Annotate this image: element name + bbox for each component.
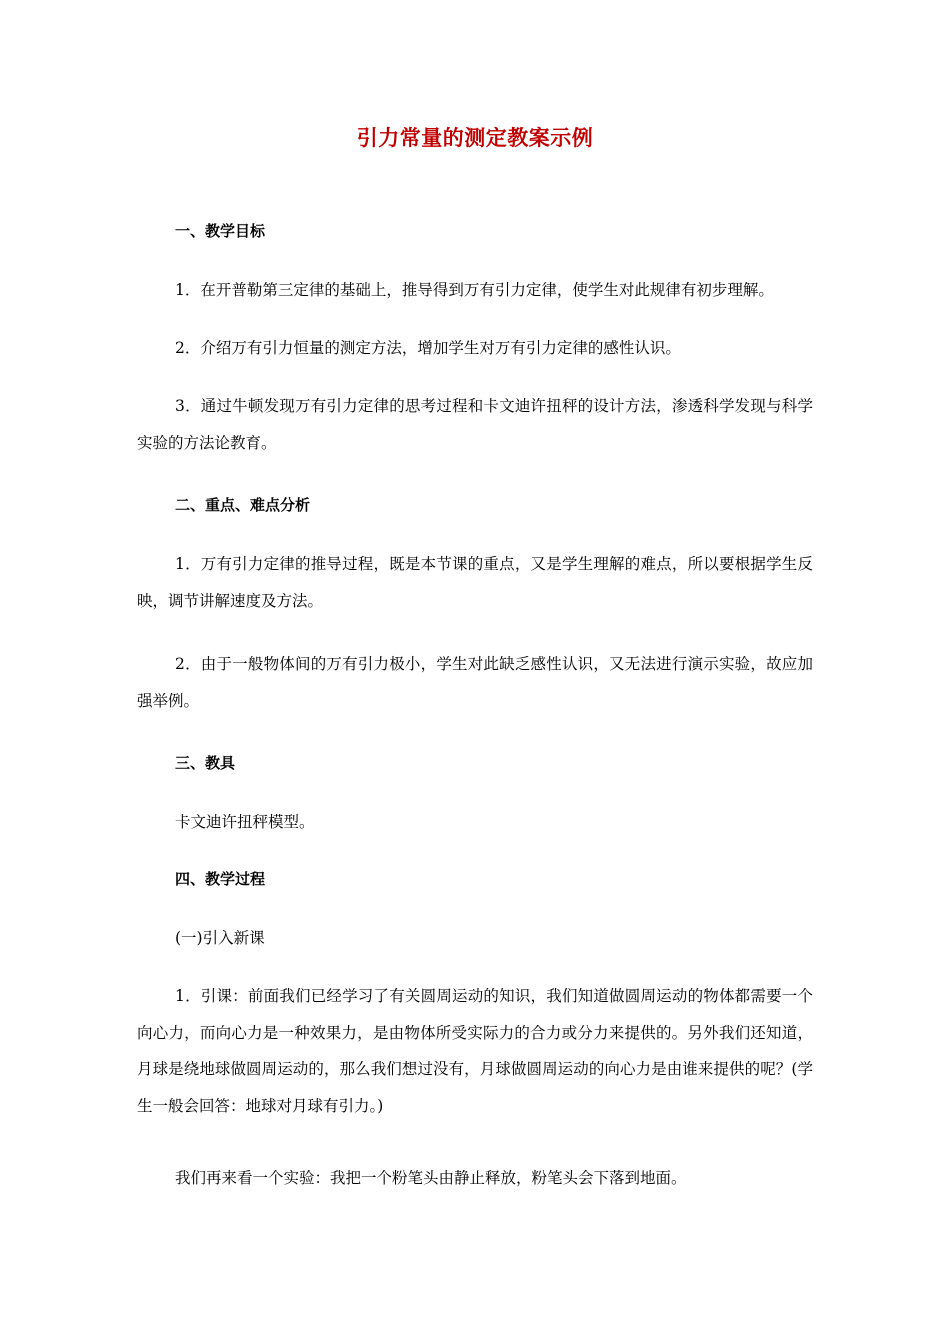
paragraph: 1．在开普勒第三定律的基础上，推导得到万有引力定律，使学生对此规律有初步理解。: [175, 281, 774, 299]
subsection-heading: (一)引入新课: [175, 929, 265, 947]
paragraph: 3．通过牛顿发现万有引力定律的思考过程和卡文迪许扭秤的设计方法，渗透科学发现与科学实验的方法论教育。: [137, 397, 813, 452]
paragraph: 卡文迪许扭秤模型。: [175, 813, 315, 831]
paragraph: 1．引课：前面我们已经学习了有关圆周运动的知识，我们知道做圆周运动的物体都需要一个向心力，而向心力是一种效果力，是由物体所受实际力的合力或分力来提供的。另外我们还知道，月球是绕地球做圆周运动的，那么我们想过没有，月球做圆周运动的向心力是由谁来提供的呢？(学生一般会回答：地球对月球有引力。): [137, 987, 813, 1115]
document-title: 引力常量的测定教案示例: [356, 126, 594, 150]
section-heading-key-points: 二、重点、难点分析: [175, 496, 311, 514]
paragraph: 我们再来看一个实验：我把一个粉笔头由静止释放，粉笔头会下落到地面。: [175, 1169, 687, 1187]
paragraph: 2．介绍万有引力恒量的测定方法，增加学生对万有引力定律的感性认识。: [175, 339, 681, 357]
section-heading-objectives: 一、教学目标: [175, 222, 266, 240]
paragraph: 1．万有引力定律的推导过程，既是本节课的重点，又是学生理解的难点，所以要根据学生反映，调节讲解速度及方法。: [137, 555, 813, 610]
section-heading-teaching-aids: 三、教具: [175, 754, 236, 772]
section-heading-teaching-process: 四、教学过程: [175, 870, 266, 888]
paragraph: 2．由于一般物体间的万有引力极小，学生对此缺乏感性认识，又无法进行演示实验，故应加强举例。: [137, 655, 813, 710]
